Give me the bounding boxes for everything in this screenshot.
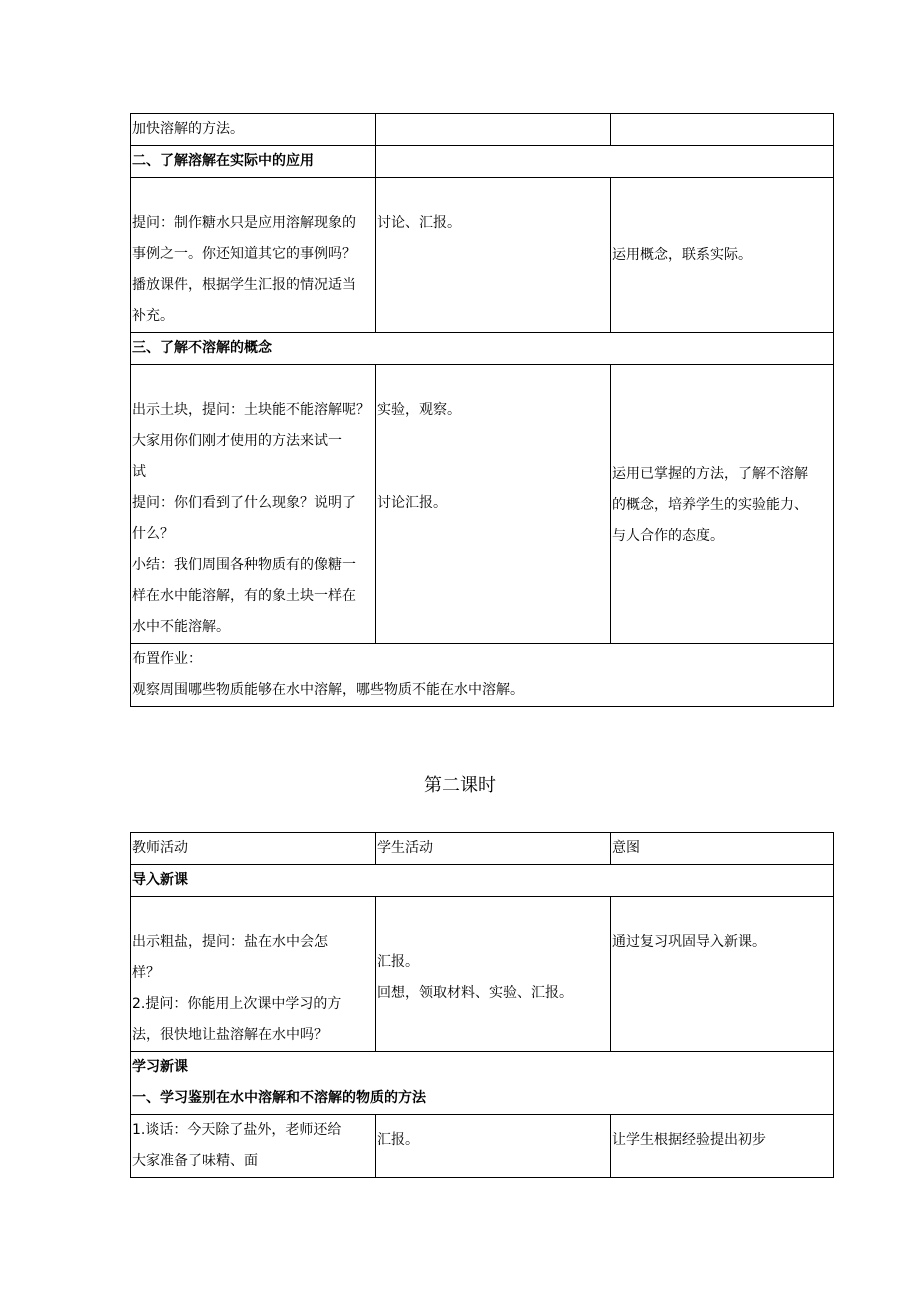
column-header: 教师活动 bbox=[131, 833, 376, 865]
column-header: 学生活动 bbox=[376, 833, 611, 865]
cell: 加快溶解的方法。 bbox=[131, 114, 376, 146]
lesson-table-2 bbox=[130, 832, 834, 1178]
teacher-activity-cell bbox=[131, 897, 376, 1052]
cell bbox=[376, 114, 611, 146]
text-line: 提问：制作糖水只是应用溶解现象的 bbox=[132, 215, 356, 231]
text-line: 2.提问：你能用上次课中学习的方 bbox=[132, 996, 342, 1012]
student-activity-cell bbox=[376, 897, 611, 1052]
text-line: 汇报。 bbox=[377, 1132, 419, 1148]
teacher-activity-cell bbox=[131, 178, 376, 333]
text-line: 讨论、汇报。 bbox=[377, 215, 461, 231]
text-line: 提问：你们看到了什么现象？说明了 bbox=[132, 495, 356, 511]
text-line: 出示粗盐，提问：盐在水中会怎 bbox=[132, 934, 328, 950]
text-line: 小结：我们周围各种物质有的像糖一 bbox=[132, 557, 356, 573]
purpose-cell bbox=[611, 178, 834, 333]
text-line: 运用概念，联系实际。 bbox=[612, 247, 752, 263]
cell bbox=[376, 146, 834, 178]
student-activity-cell bbox=[376, 365, 611, 644]
text-line: 实验，观察。 bbox=[377, 402, 461, 418]
text-line: 运用已掌握的方法，了解不溶解 bbox=[612, 466, 808, 482]
homework-cell bbox=[131, 644, 834, 707]
text-line: 汇报。 bbox=[377, 954, 419, 970]
teacher-activity-cell bbox=[131, 365, 376, 644]
purpose-cell bbox=[611, 365, 834, 644]
text-line: 什么？ bbox=[132, 526, 174, 542]
section-heading: 三、了解不溶解的概念 bbox=[131, 333, 834, 365]
text-line: 补充。 bbox=[132, 308, 174, 324]
text-line: 通过复习巩固导入新课。 bbox=[612, 934, 766, 950]
text-line: 出示土块，提问：土块能不能溶解呢？ bbox=[132, 402, 370, 418]
cell bbox=[611, 114, 834, 146]
section-heading bbox=[131, 1052, 834, 1115]
section-heading: 二、了解溶解在实际中的应用 bbox=[131, 146, 376, 178]
text-line: 让学生根据经验提出初步 bbox=[612, 1132, 766, 1148]
text-line: 布置作业： bbox=[132, 651, 202, 667]
text-line: 样？ bbox=[132, 965, 160, 981]
section-heading: 导入新课 bbox=[131, 865, 834, 897]
text-line: 一、学习鉴别在水中溶解和不溶解的物质的方法 bbox=[132, 1090, 426, 1106]
text-line: 的概念，培养学生的实验能力、 bbox=[612, 497, 808, 513]
column-header: 意图 bbox=[611, 833, 834, 865]
student-activity-cell bbox=[376, 178, 611, 333]
text-line: 学习新课 bbox=[132, 1059, 188, 1075]
teacher-activity-cell bbox=[131, 1115, 376, 1178]
text-line: 讨论汇报。 bbox=[377, 495, 447, 511]
text-line: 样在水中能溶解，有的象土块一样在 bbox=[132, 588, 356, 604]
student-activity-cell bbox=[376, 1115, 611, 1178]
text-line: 播放课件，根据学生汇报的情况适当 bbox=[132, 277, 356, 293]
text-line: 1.谈话：今天除了盐外，老师还给 bbox=[132, 1122, 342, 1138]
text-line: 事例之一。你还知道其它的事例吗？ bbox=[132, 246, 356, 262]
text-line: 大家用你们刚才使用的方法来试一 bbox=[132, 433, 342, 449]
text-line: 大家准备了味精、面 bbox=[132, 1153, 258, 1169]
lesson-table-1 bbox=[130, 113, 834, 707]
purpose-cell bbox=[611, 1115, 834, 1178]
text-line: 回想，领取材料、实验、汇报。 bbox=[377, 985, 573, 1001]
text-line: 水中不能溶解。 bbox=[132, 619, 230, 635]
text-line: 观察周围哪些物质能够在水中溶解，哪些物质不能在水中溶解。 bbox=[132, 682, 524, 698]
text-line: 与人合作的态度。 bbox=[612, 528, 724, 544]
lesson-title: 第二课时 bbox=[424, 775, 496, 796]
text-line: 法，很快地让盐溶解在水中吗？ bbox=[132, 1027, 328, 1043]
purpose-cell bbox=[611, 897, 834, 1052]
text-line: 试 bbox=[132, 464, 146, 480]
